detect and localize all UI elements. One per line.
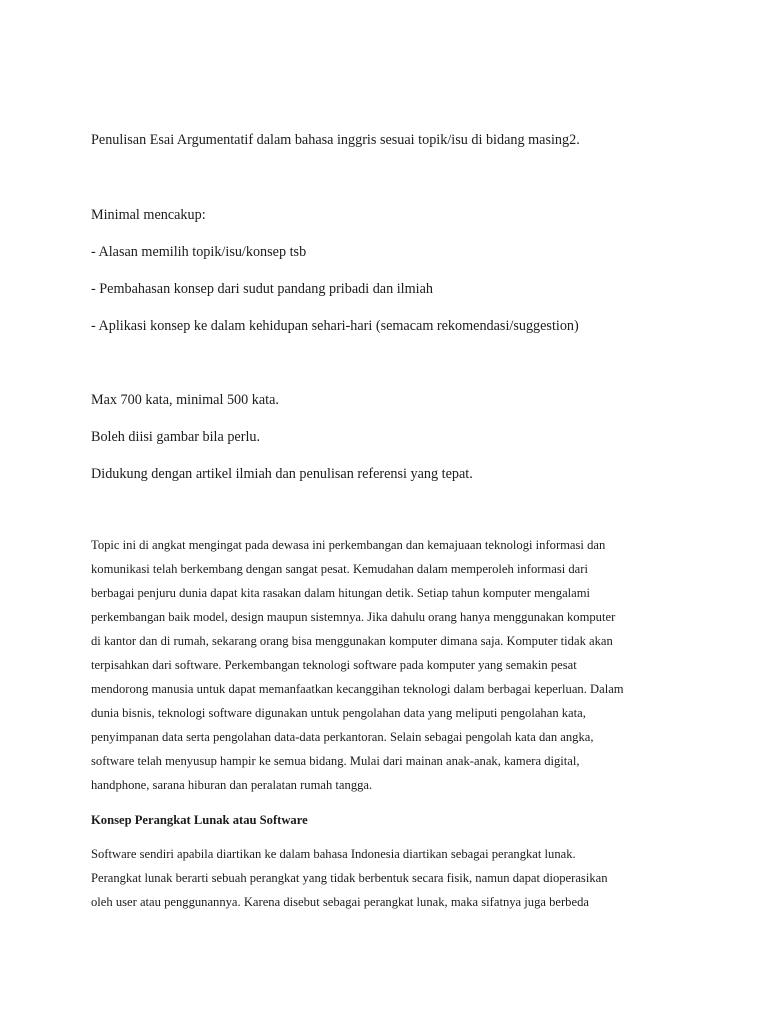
paragraph-line: perkembangan baik model, design maupun sistemnya. Jika dahulu orang hanya menggunakan komputer (91, 610, 616, 624)
images-note: Boleh diisi gambar bila perlu. (91, 429, 261, 445)
bullet-item: - Pembahasan konsep dari sudut pandang pribadi dan ilmiah (91, 281, 433, 297)
paragraph-line: oleh user atau penggunannya. Karena disebut sebagai perangkat lunak, maka sifatnya juga berbeda (91, 895, 589, 909)
paragraph-line: komunikasi telah berkembang dengan sangat pesat. Kemudahan dalam memperoleh informasi dari (91, 562, 588, 576)
paragraph-line: dunia bisnis, teknologi software digunakan untuk pengolahan data yang meliputi pengolahan kata, (91, 706, 586, 720)
section-heading: Konsep Perangkat Lunak atau Software (91, 813, 308, 827)
instruction-intro: Penulisan Esai Argumentatif dalam bahasa inggris sesuai topik/isu di bidang masing2. (91, 132, 580, 148)
paragraph-line: penyimpanan data serta pengolahan data-data perkantoran. Selain sebagai pengolah kata dan angka, (91, 730, 594, 744)
paragraph-line: software telah menyusup hampir ke semua bidang. Mulai dari mainan anak-anak, kamera digital, (91, 754, 580, 768)
paragraph-line: handphone, sarana hiburan dan peralatan rumah tangga. (91, 778, 373, 792)
paragraph-line: Software sendiri apabila diartikan ke dalam bahasa Indonesia diartikan sebagai perangkat lunak. (91, 847, 576, 861)
paragraph-line: Topic ini di angkat mengingat pada dewasa ini perkembangan dan kemajuaan teknologi informasi dan (91, 538, 606, 552)
paragraph-line: mendorong manusia untuk dapat memanfaatkan kecanggihan teknologi dalam berbagai keperluan. Dalam (91, 682, 624, 696)
references-note: Didukung dengan artikel ilmiah dan penulisan referensi yang tepat. (91, 466, 473, 482)
bullet-item: - Alasan memilih topik/isu/konsep tsb (91, 244, 307, 260)
word-limit-note: Max 700 kata, minimal 500 kata. (91, 392, 279, 408)
paragraph-line: di kantor dan di rumah, sekarang orang bisa menggunakan komputer dimana saja. Komputer tidak akan (91, 634, 613, 648)
paragraph-line: berbagai penjuru dunia dapat kita rasakan dalam hitungan detik. Setiap tahun komputer mengalami (91, 586, 591, 600)
bullet-item: - Aplikasi konsep ke dalam kehidupan sehari-hari (semacam rekomendasi/suggestion) (91, 318, 579, 334)
paragraph-line: terpisahkan dari software. Perkembangan teknologi software pada komputer yang semakin pesat (91, 658, 577, 672)
paragraph-line: Perangkat lunak berarti sebuah perangkat yang tidak berbentuk secara fisik, namun dapat dioperasikan (91, 871, 608, 885)
minimal-label: Minimal mencakup: (91, 207, 206, 223)
